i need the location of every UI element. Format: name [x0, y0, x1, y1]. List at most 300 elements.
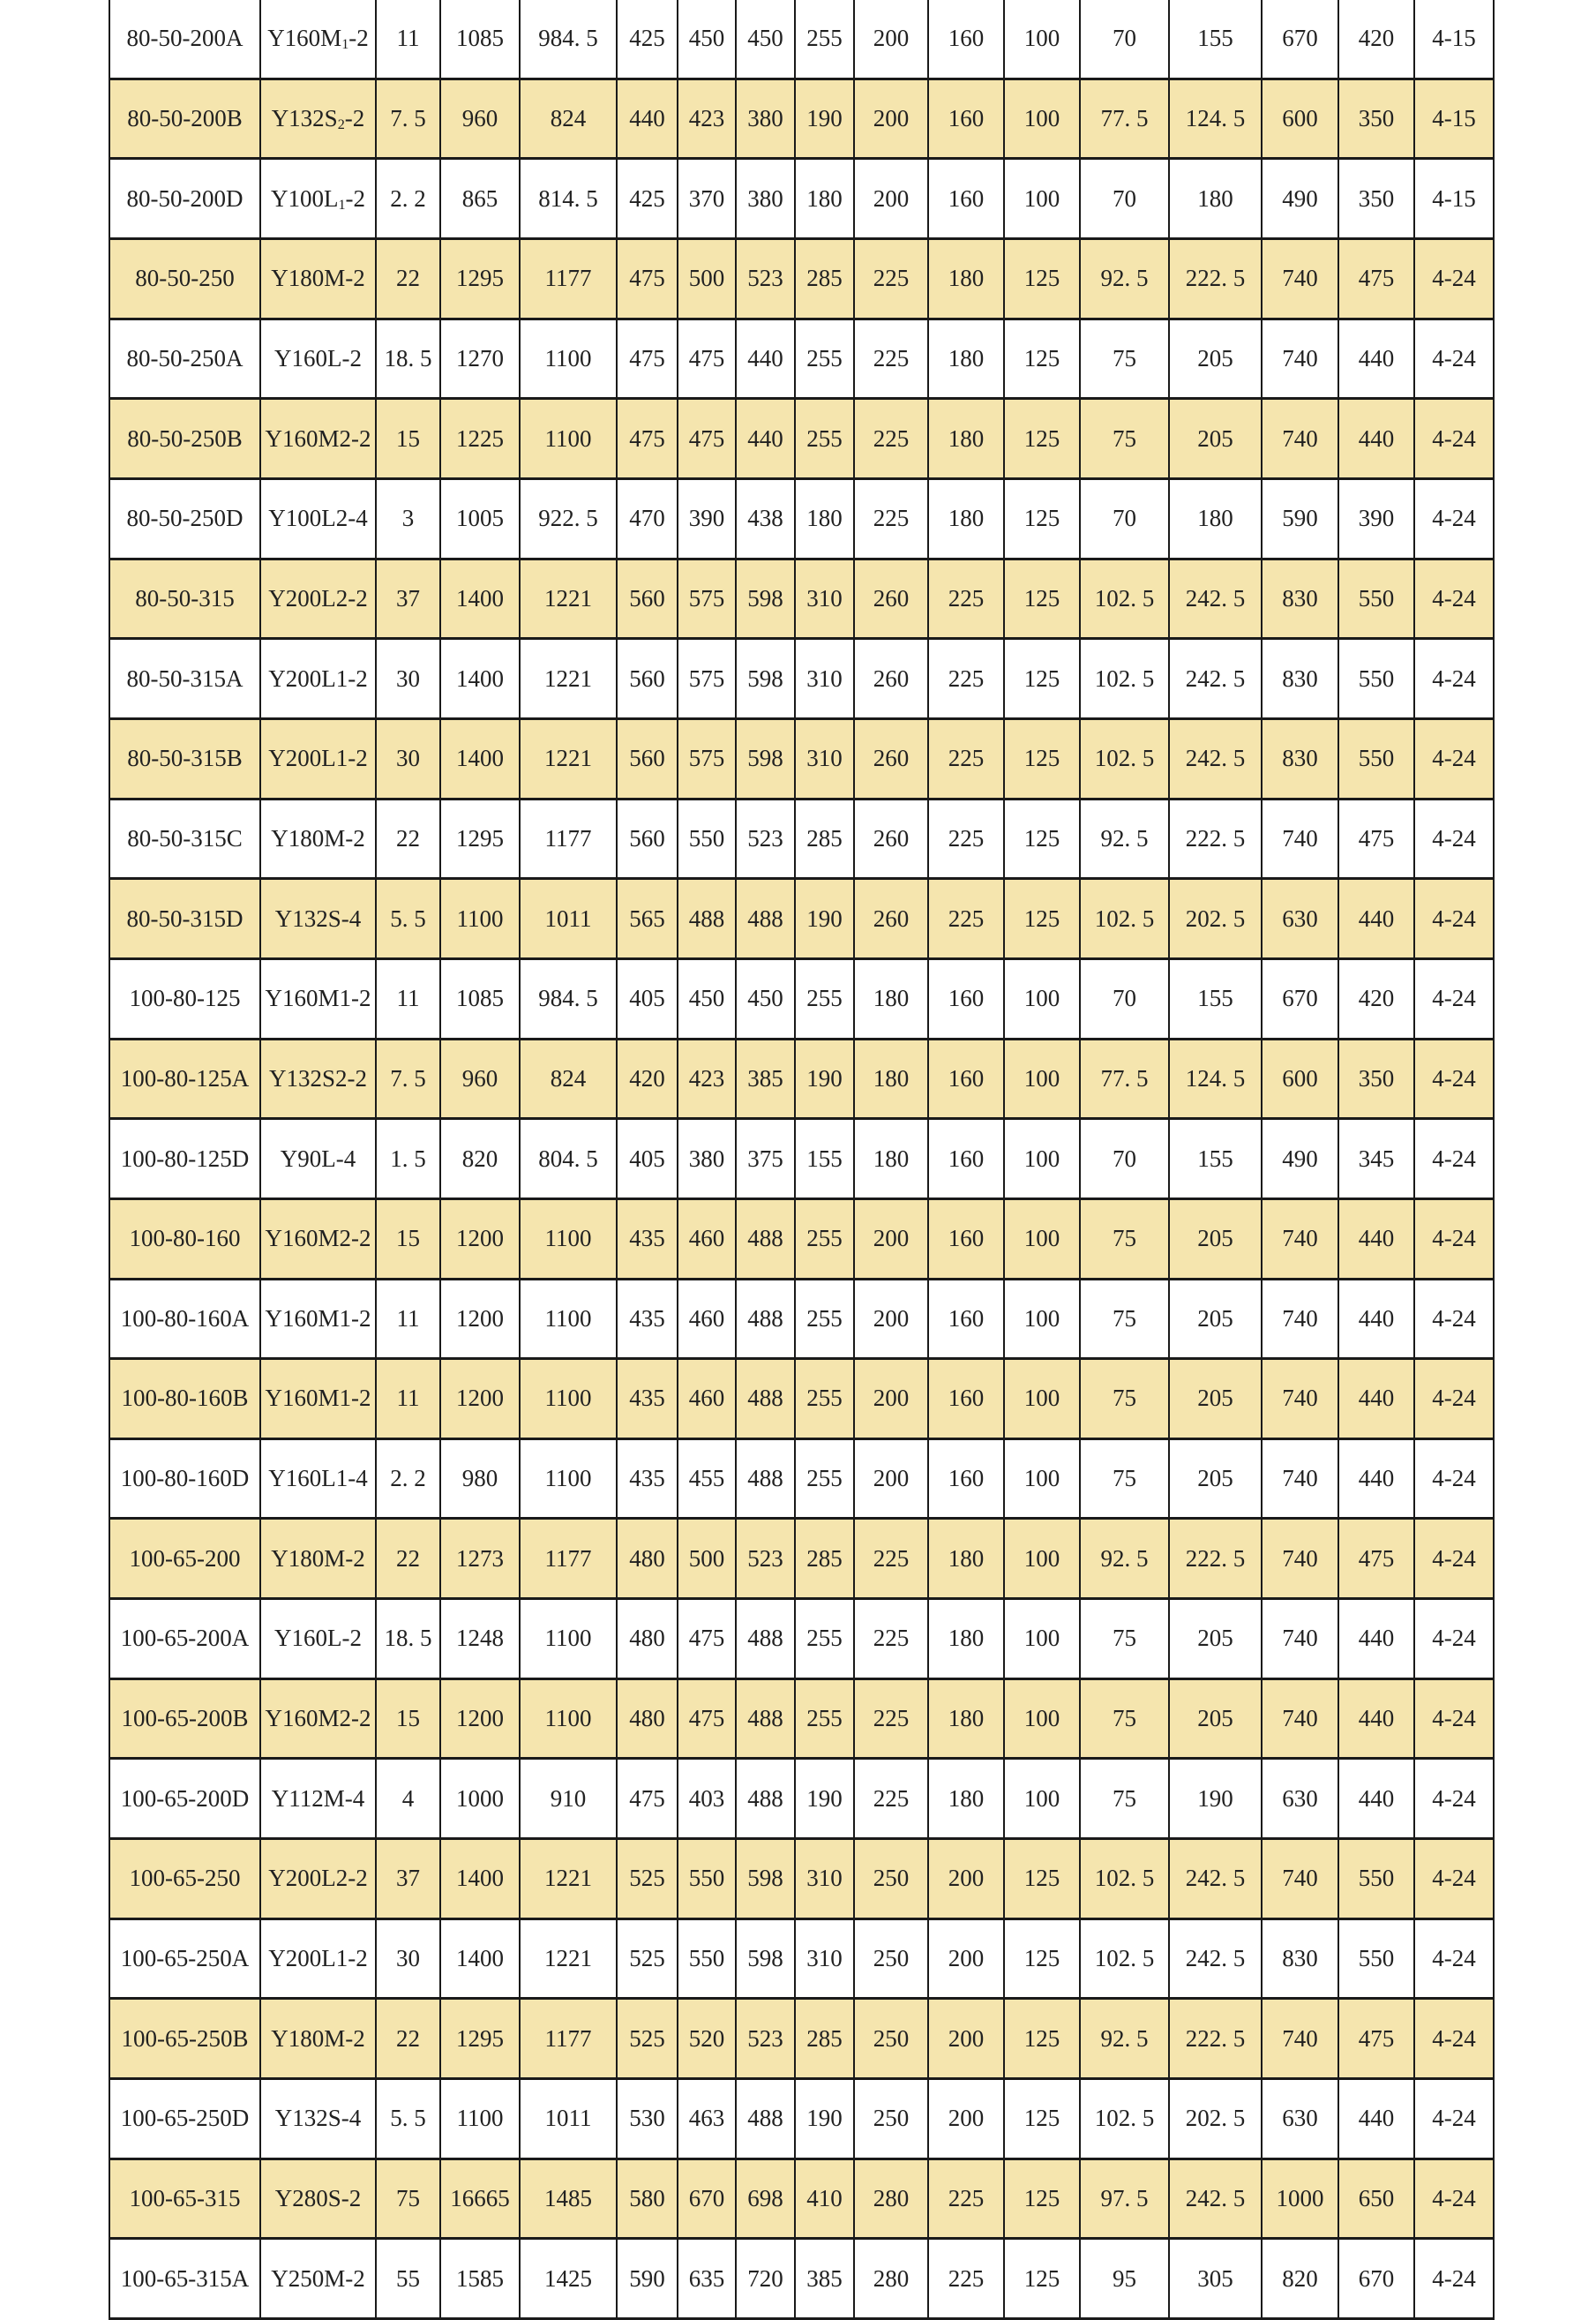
- value-cell: 100: [1004, 1678, 1080, 1759]
- value-cell: 670: [1262, 958, 1338, 1039]
- value-cell: 740: [1262, 1999, 1338, 2079]
- value-cell: 255: [795, 958, 854, 1039]
- value-cell: 423: [678, 1039, 736, 1119]
- value-cell: 205: [1169, 399, 1262, 479]
- value-cell: 225: [854, 238, 928, 319]
- value-cell: 4-15: [1414, 79, 1494, 159]
- motor-cell: Y250M-2: [260, 2239, 376, 2319]
- value-cell: 4-24: [1414, 1759, 1494, 1839]
- value-cell: 440: [1338, 1678, 1414, 1759]
- value-cell: 440: [1338, 1198, 1414, 1279]
- value-cell: 670: [678, 2159, 736, 2239]
- value-cell: 242. 5: [1169, 718, 1262, 799]
- motor-cell: Y200L1-2: [260, 1918, 376, 1999]
- value-cell: 470: [617, 478, 678, 559]
- value-cell: 1221: [520, 1918, 617, 1999]
- value-cell: 222. 5: [1169, 1999, 1262, 2079]
- table-row: [109, 2239, 1494, 2319]
- value-cell: 280: [854, 2239, 928, 2319]
- value-cell: 475: [678, 319, 736, 399]
- value-cell: 100: [1004, 159, 1080, 239]
- value-cell: 125: [1004, 1918, 1080, 1999]
- value-cell: 260: [854, 639, 928, 719]
- value-cell: 225: [928, 718, 1004, 799]
- value-cell: 370: [678, 159, 736, 239]
- value-cell: 1270: [440, 319, 520, 399]
- value-cell: 740: [1262, 1839, 1338, 1919]
- value-cell: 7. 5: [376, 79, 440, 159]
- value-cell: 190: [795, 1759, 854, 1839]
- table-row: [109, 559, 1494, 639]
- value-cell: 225: [928, 2159, 1004, 2239]
- table-row: [109, 1918, 1494, 1999]
- value-cell: 3: [376, 478, 440, 559]
- model-cell: 100-65-250D: [109, 2079, 260, 2159]
- value-cell: 1100: [520, 1678, 617, 1759]
- value-cell: 740: [1262, 1678, 1338, 1759]
- value-cell: 205: [1169, 1359, 1262, 1439]
- value-cell: 390: [1338, 478, 1414, 559]
- table-row: [109, 79, 1494, 159]
- value-cell: 280: [854, 2159, 928, 2239]
- motor-cell: Y200L2-2: [260, 1839, 376, 1919]
- value-cell: 523: [736, 799, 795, 879]
- value-cell: 1177: [520, 1999, 617, 2079]
- motor-cell: Y200L1-2: [260, 718, 376, 799]
- value-cell: 475: [1338, 1999, 1414, 2079]
- value-cell: 100: [1004, 1119, 1080, 1199]
- value-cell: 450: [736, 0, 795, 79]
- table-row: [109, 1198, 1494, 1279]
- value-cell: 440: [1338, 1359, 1414, 1439]
- motor-text: Y132S: [271, 104, 338, 131]
- value-cell: 225: [854, 478, 928, 559]
- model-cell: 100-65-200A: [109, 1599, 260, 1679]
- value-cell: 375: [736, 1119, 795, 1199]
- motor-cell: Y200L1-2: [260, 639, 376, 719]
- value-cell: 15: [376, 1678, 440, 1759]
- value-cell: 100: [1004, 1599, 1080, 1679]
- value-cell: 523: [736, 1519, 795, 1599]
- value-cell: 200: [854, 79, 928, 159]
- motor-cell: Y160M2-2: [260, 399, 376, 479]
- motor-text: -2: [348, 25, 369, 52]
- value-cell: 550: [678, 799, 736, 879]
- value-cell: 1400: [440, 718, 520, 799]
- value-cell: 180: [928, 238, 1004, 319]
- value-cell: 200: [928, 1839, 1004, 1919]
- value-cell: 1100: [520, 1279, 617, 1359]
- value-cell: 30: [376, 718, 440, 799]
- table-row: [109, 1438, 1494, 1519]
- value-cell: 180: [928, 1678, 1004, 1759]
- value-cell: 125: [1004, 559, 1080, 639]
- value-cell: 525: [617, 1999, 678, 2079]
- value-cell: 814. 5: [520, 159, 617, 239]
- value-cell: 4-24: [1414, 2239, 1494, 2319]
- value-cell: 242. 5: [1169, 1918, 1262, 1999]
- value-cell: 960: [440, 1039, 520, 1119]
- value-cell: 4-24: [1414, 639, 1494, 719]
- value-cell: 1177: [520, 799, 617, 879]
- value-cell: 180: [795, 159, 854, 239]
- value-cell: 7. 5: [376, 1039, 440, 1119]
- motor-subscript: 1: [338, 196, 346, 213]
- value-cell: 180: [928, 399, 1004, 479]
- value-cell: 740: [1262, 1198, 1338, 1279]
- value-cell: 4-24: [1414, 1519, 1494, 1599]
- model-cell: 80-50-315B: [109, 718, 260, 799]
- value-cell: 4-24: [1414, 1198, 1494, 1279]
- value-cell: 1200: [440, 1678, 520, 1759]
- motor-cell: Y90L-4: [260, 1119, 376, 1199]
- value-cell: 180: [1169, 478, 1262, 559]
- motor-subscript: 1: [341, 36, 349, 53]
- value-cell: 1273: [440, 1519, 520, 1599]
- model-cell: 80-50-200A: [109, 0, 260, 79]
- value-cell: 100: [1004, 958, 1080, 1039]
- motor-cell: Y180M-2: [260, 799, 376, 879]
- value-cell: 350: [1338, 1039, 1414, 1119]
- value-cell: 250: [854, 1999, 928, 2079]
- value-cell: 160: [928, 1438, 1004, 1519]
- motor-cell: Y100L2-4: [260, 478, 376, 559]
- value-cell: 160: [928, 1359, 1004, 1439]
- value-cell: 160: [928, 0, 1004, 79]
- value-cell: 125: [1004, 478, 1080, 559]
- value-cell: 205: [1169, 1279, 1262, 1359]
- value-cell: 205: [1169, 1678, 1262, 1759]
- value-cell: 440: [1338, 399, 1414, 479]
- value-cell: 423: [678, 79, 736, 159]
- value-cell: 405: [617, 958, 678, 1039]
- value-cell: 1085: [440, 958, 520, 1039]
- value-cell: 4-24: [1414, 1119, 1494, 1199]
- value-cell: 75: [1080, 1198, 1169, 1279]
- value-cell: 475: [1338, 1519, 1414, 1599]
- value-cell: 75: [1080, 1678, 1169, 1759]
- value-cell: 475: [1338, 238, 1414, 319]
- value-cell: 30: [376, 1918, 440, 1999]
- value-cell: 125: [1004, 718, 1080, 799]
- value-cell: 4-24: [1414, 1678, 1494, 1759]
- value-cell: 1295: [440, 238, 520, 319]
- value-cell: 2. 2: [376, 159, 440, 239]
- value-cell: 630: [1262, 2079, 1338, 2159]
- value-cell: 22: [376, 1519, 440, 1599]
- model-cell: 100-65-315A: [109, 2239, 260, 2319]
- value-cell: 100: [1004, 1279, 1080, 1359]
- value-cell: 463: [678, 2079, 736, 2159]
- value-cell: 205: [1169, 1198, 1262, 1279]
- value-cell: 125: [1004, 2159, 1080, 2239]
- value-cell: 200: [928, 1999, 1004, 2079]
- table-row: [109, 958, 1494, 1039]
- model-cell: 100-65-200B: [109, 1678, 260, 1759]
- value-cell: 255: [795, 319, 854, 399]
- table-body: [109, 0, 1494, 2319]
- value-cell: 102. 5: [1080, 718, 1169, 799]
- value-cell: 4-24: [1414, 2159, 1494, 2239]
- model-cell: 80-50-250A: [109, 319, 260, 399]
- table-row: [109, 1119, 1494, 1199]
- value-cell: 830: [1262, 718, 1338, 799]
- value-cell: 440: [1338, 1438, 1414, 1519]
- value-cell: 92. 5: [1080, 1999, 1169, 2079]
- value-cell: 160: [928, 1119, 1004, 1199]
- value-cell: 155: [1169, 1119, 1262, 1199]
- value-cell: 155: [1169, 958, 1262, 1039]
- motor-cell: Y200L2-2: [260, 559, 376, 639]
- value-cell: 1200: [440, 1198, 520, 1279]
- value-cell: 1221: [520, 559, 617, 639]
- value-cell: 1425: [520, 2239, 617, 2319]
- value-cell: 75: [376, 2159, 440, 2239]
- value-cell: 200: [854, 1198, 928, 1279]
- value-cell: 285: [795, 238, 854, 319]
- value-cell: 1221: [520, 718, 617, 799]
- value-cell: 380: [678, 1119, 736, 1199]
- motor-cell: Y160M1-2: [260, 1279, 376, 1359]
- value-cell: 4-24: [1414, 799, 1494, 879]
- table-row: [109, 0, 1494, 79]
- value-cell: 190: [795, 2079, 854, 2159]
- value-cell: 460: [678, 1359, 736, 1439]
- value-cell: 4-15: [1414, 159, 1494, 239]
- value-cell: 740: [1262, 319, 1338, 399]
- value-cell: 125: [1004, 2239, 1080, 2319]
- value-cell: 100: [1004, 1438, 1080, 1519]
- value-cell: 180: [1169, 159, 1262, 239]
- value-cell: 575: [678, 639, 736, 719]
- value-cell: 102. 5: [1080, 1918, 1169, 1999]
- value-cell: 820: [440, 1119, 520, 1199]
- value-cell: 180: [854, 1039, 928, 1119]
- value-cell: 75: [1080, 1359, 1169, 1439]
- table-row: [109, 1039, 1494, 1119]
- value-cell: 500: [678, 238, 736, 319]
- value-cell: 1400: [440, 1918, 520, 1999]
- value-cell: 4: [376, 1759, 440, 1839]
- value-cell: 125: [1004, 319, 1080, 399]
- value-cell: 830: [1262, 639, 1338, 719]
- value-cell: 440: [1338, 1279, 1414, 1359]
- motor-cell: [260, 79, 376, 159]
- value-cell: 598: [736, 1918, 795, 1999]
- value-cell: 630: [1262, 1759, 1338, 1839]
- value-cell: 200: [854, 0, 928, 79]
- value-cell: 260: [854, 879, 928, 959]
- value-cell: 255: [795, 1678, 854, 1759]
- value-cell: 92. 5: [1080, 799, 1169, 879]
- value-cell: 475: [617, 1759, 678, 1839]
- model-cell: 80-50-315A: [109, 639, 260, 719]
- value-cell: 455: [678, 1438, 736, 1519]
- value-cell: 4-24: [1414, 718, 1494, 799]
- value-cell: 125: [1004, 238, 1080, 319]
- value-cell: 1000: [1262, 2159, 1338, 2239]
- value-cell: 560: [617, 639, 678, 719]
- value-cell: 525: [617, 1839, 678, 1919]
- value-cell: 410: [795, 2159, 854, 2239]
- value-cell: 75: [1080, 1759, 1169, 1839]
- value-cell: 523: [736, 238, 795, 319]
- value-cell: 1005: [440, 478, 520, 559]
- motor-cell: [260, 0, 376, 79]
- spec-table: [109, 0, 1495, 2320]
- value-cell: 390: [678, 478, 736, 559]
- value-cell: 190: [1169, 1759, 1262, 1839]
- value-cell: 523: [736, 1999, 795, 2079]
- value-cell: 820: [1262, 2239, 1338, 2319]
- value-cell: 420: [1338, 0, 1414, 79]
- value-cell: 155: [1169, 0, 1262, 79]
- value-cell: 18. 5: [376, 1599, 440, 1679]
- value-cell: 590: [1262, 478, 1338, 559]
- value-cell: 740: [1262, 1519, 1338, 1599]
- value-cell: 11: [376, 1279, 440, 1359]
- value-cell: 440: [1338, 2079, 1414, 2159]
- value-cell: 124. 5: [1169, 1039, 1262, 1119]
- value-cell: 450: [678, 958, 736, 1039]
- value-cell: 5. 5: [376, 879, 440, 959]
- value-cell: 180: [928, 319, 1004, 399]
- motor-subscript: 2: [337, 116, 345, 132]
- value-cell: 200: [928, 1918, 1004, 1999]
- value-cell: 598: [736, 718, 795, 799]
- model-cell: 100-80-125D: [109, 1119, 260, 1199]
- value-cell: 75: [1080, 399, 1169, 479]
- model-cell: 100-65-250A: [109, 1918, 260, 1999]
- model-cell: 80-50-250: [109, 238, 260, 319]
- value-cell: 1100: [440, 2079, 520, 2159]
- value-cell: 180: [928, 1599, 1004, 1679]
- value-cell: 435: [617, 1359, 678, 1439]
- value-cell: 2. 2: [376, 1438, 440, 1519]
- value-cell: 740: [1262, 399, 1338, 479]
- model-cell: 80-50-315D: [109, 879, 260, 959]
- value-cell: 250: [854, 2079, 928, 2159]
- value-cell: 560: [617, 718, 678, 799]
- value-cell: 100: [1004, 1039, 1080, 1119]
- value-cell: 4-24: [1414, 1839, 1494, 1919]
- value-cell: 550: [1338, 639, 1414, 719]
- value-cell: 222. 5: [1169, 238, 1262, 319]
- value-cell: 425: [617, 0, 678, 79]
- value-cell: 635: [678, 2239, 736, 2319]
- value-cell: 285: [795, 799, 854, 879]
- value-cell: 598: [736, 1839, 795, 1919]
- value-cell: 488: [736, 1359, 795, 1439]
- value-cell: 910: [520, 1759, 617, 1839]
- value-cell: 460: [678, 1279, 736, 1359]
- value-cell: 1585: [440, 2239, 520, 2319]
- value-cell: 1100: [520, 399, 617, 479]
- value-cell: 1221: [520, 639, 617, 719]
- value-cell: 1177: [520, 238, 617, 319]
- value-cell: 670: [1262, 0, 1338, 79]
- value-cell: 190: [795, 879, 854, 959]
- value-cell: 160: [928, 1198, 1004, 1279]
- value-cell: 102. 5: [1080, 639, 1169, 719]
- value-cell: 435: [617, 1198, 678, 1279]
- value-cell: 550: [1338, 718, 1414, 799]
- value-cell: 488: [736, 1279, 795, 1359]
- value-cell: 200: [854, 159, 928, 239]
- value-cell: 310: [795, 1918, 854, 1999]
- model-cell: 80-50-200B: [109, 79, 260, 159]
- value-cell: 575: [678, 718, 736, 799]
- value-cell: 255: [795, 1279, 854, 1359]
- value-cell: 225: [854, 399, 928, 479]
- value-cell: 475: [617, 319, 678, 399]
- table-row: [109, 159, 1494, 239]
- value-cell: 740: [1262, 238, 1338, 319]
- value-cell: 4-24: [1414, 1999, 1494, 2079]
- value-cell: 1. 5: [376, 1119, 440, 1199]
- value-cell: 550: [1338, 1918, 1414, 1999]
- value-cell: 225: [928, 639, 1004, 719]
- value-cell: 200: [854, 1359, 928, 1439]
- motor-cell: Y180M-2: [260, 1519, 376, 1599]
- value-cell: 77. 5: [1080, 79, 1169, 159]
- value-cell: 1100: [520, 319, 617, 399]
- value-cell: 435: [617, 1279, 678, 1359]
- value-cell: 475: [617, 399, 678, 479]
- value-cell: 475: [678, 1678, 736, 1759]
- value-cell: 1177: [520, 1519, 617, 1599]
- motor-cell: Y112M-4: [260, 1759, 376, 1839]
- value-cell: 75: [1080, 319, 1169, 399]
- value-cell: 385: [795, 2239, 854, 2319]
- value-cell: 180: [795, 478, 854, 559]
- value-cell: 70: [1080, 478, 1169, 559]
- model-cell: 100-80-160D: [109, 1438, 260, 1519]
- value-cell: 70: [1080, 958, 1169, 1039]
- value-cell: 225: [854, 319, 928, 399]
- table-row: [109, 1759, 1494, 1839]
- value-cell: 1100: [520, 1359, 617, 1439]
- value-cell: 435: [617, 1438, 678, 1519]
- value-cell: 984. 5: [520, 958, 617, 1039]
- value-cell: 255: [795, 1599, 854, 1679]
- value-cell: 598: [736, 639, 795, 719]
- table-row: [109, 718, 1494, 799]
- motor-cell: Y180M-2: [260, 238, 376, 319]
- value-cell: 75: [1080, 1279, 1169, 1359]
- table-row: [109, 639, 1494, 719]
- model-cell: 100-80-125A: [109, 1039, 260, 1119]
- value-cell: 488: [678, 879, 736, 959]
- value-cell: 1400: [440, 1839, 520, 1919]
- value-cell: 830: [1262, 1918, 1338, 1999]
- value-cell: 350: [1338, 79, 1414, 159]
- table-row: [109, 879, 1494, 959]
- value-cell: 1011: [520, 879, 617, 959]
- value-cell: 125: [1004, 879, 1080, 959]
- value-cell: 11: [376, 1359, 440, 1439]
- value-cell: 4-24: [1414, 319, 1494, 399]
- value-cell: 160: [928, 1039, 1004, 1119]
- value-cell: 350: [1338, 159, 1414, 239]
- value-cell: 740: [1262, 1438, 1338, 1519]
- value-cell: 255: [795, 1359, 854, 1439]
- value-cell: 202. 5: [1169, 2079, 1262, 2159]
- motor-text: Y100L: [270, 184, 339, 212]
- model-cell: 100-65-250B: [109, 1999, 260, 2079]
- value-cell: 102. 5: [1080, 879, 1169, 959]
- value-cell: 480: [617, 1678, 678, 1759]
